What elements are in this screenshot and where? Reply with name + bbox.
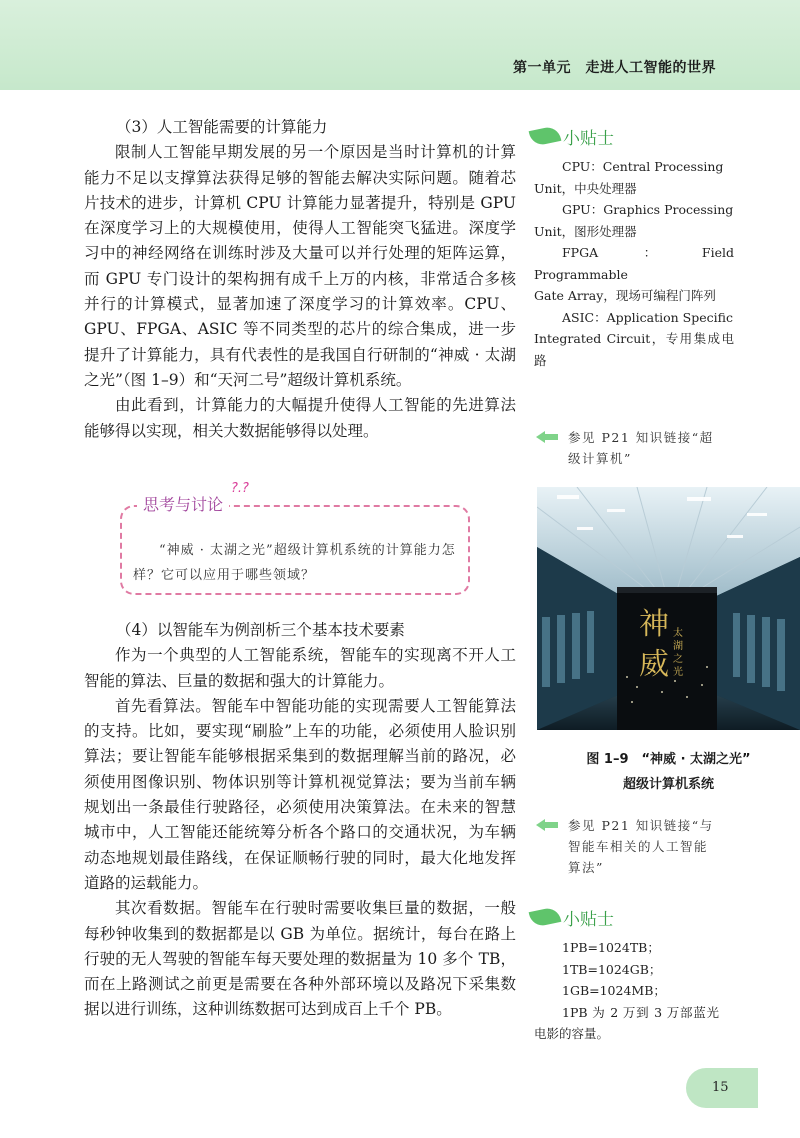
question-marks-icon: ?.? [231, 481, 249, 496]
main-text-column [84, 115, 516, 444]
tip-line: 1TB=1024GB； [562, 961, 662, 977]
tip-line: CPU：Central Processing [562, 159, 724, 174]
tip-line: Integrated Circuit，专用集成电路 [534, 331, 734, 368]
tip-line: Gate Array，现场可编程门阵列 [534, 288, 716, 303]
figure-caption-line-2: 超级计算机系统 [622, 777, 714, 792]
tip-line: FPGA：Field Programmable [534, 245, 734, 282]
leaf-icon [529, 125, 562, 147]
reference-text: 参见 P21 知识链接“超级计算机” [568, 430, 714, 466]
tip-line: 1PB=1024TB； [562, 940, 660, 955]
section-3-title: （3）人工智能需要的计算能力 [116, 118, 328, 136]
tip-label: 小贴士 [563, 129, 614, 149]
tip-line: Unit，中央处理器 [534, 180, 637, 196]
supercomputer-photo [537, 487, 800, 730]
tip-line: 1PB 为 2 万到 3 万部蓝光电影的容量。 [534, 1004, 719, 1041]
section-4-paragraph-3: 其次看数据。智能车在行驶时需要收集巨量的数据，一般每秒钟收集到的数据都是以 GB 为单位。据统计，每台在路上行驶的无人驾驶的智能车每天要处理的数据量为 10 多个 TB，而在上路测试之前更是需要在各种外部环境以及路况下采集数据以进行训练，这种训练数据可达到成百上千个 PB。 [84, 899, 516, 1019]
unit-title: 第一单元 走进人工智能的世界 [513, 60, 716, 76]
section-4-title: （4）以智能车为例剖析三个基本技术要素 [116, 621, 405, 639]
tip-2-body [534, 937, 719, 1045]
page-header-band [0, 0, 800, 90]
photo-brand-subtext: 太湖之光 [673, 628, 683, 678]
section-4-paragraph-2: 首先看算法。智能车中智能功能的实现需要人工智能算法的支持。比如，要实现“刷脸”上车的功能，必须使用人脸识别算法；要让智能车能够根据采集到的数据理解当前的路况，必须使用图像识别、物体识别等计算机视觉算法；要为当前车辆规划出一条最佳行驶路径，必须使用决策算法。在未来的智慧城市中，人工智能还能统筹分析各个路口的交通状况，为车辆动态地规划最佳路线，在保证顺畅行驶的同时，最大化地发挥道路的运载能力。 [84, 696, 516, 892]
page-number-tab [686, 1068, 758, 1108]
section-4-paragraph-1: 作为一个典型的人工智能系统，智能车的实现离不开人工智能的算法、巨量的数据和强大的计算能力。 [84, 646, 516, 690]
tip-line: GPU：Graphics Processing [562, 202, 734, 217]
tip-label: 小贴士 [563, 910, 614, 930]
section-3-paragraph-1: 限制人工智能早期发展的另一个原因是当时计算机的计算能力不足以支撑算法获得足够的智能去解决实际问题。随着芯片技术的进步，计算机 CPU 计算能力显著提升，特别是 GPU 在深度学习上的大规模使用，使得人工智能突飞猛进。深度学习中的神经网络在训练时涉及大量可以并行处理的矩阵运算，而 GPU 专门设计的架构拥有成千上万的内核，非常适合多核并行的计算模式，显著加速了深度学习的计算效率。CPU、GPU、FPGA、ASIC 等不同类型的芯片的综合集成，进一步提升了计算能力，具有代表性的是我国自行研制的“神威 · 太湖之光”（图 1–9）和“天河二号”超级计算机系统。 [84, 143, 516, 389]
tip-1-body [534, 156, 734, 371]
tip-line: 1GB=1024MB； [562, 983, 666, 998]
tip-header-2 [530, 905, 650, 929]
tip-line: ASIC：Application Specific [562, 309, 733, 325]
leaf-icon [529, 906, 562, 928]
left-arrow-icon [536, 431, 560, 443]
tip-line: Unit，图形处理器 [534, 223, 637, 239]
figure-caption-line-1: 图 1–9 “神威 · 太湖之光” [586, 752, 751, 767]
main-text-column-2 [84, 618, 516, 1023]
discussion-question: “神威 · 太湖之光”超级计算机系统的计算能力怎样？它可以应用于哪些领域？ [133, 543, 456, 583]
figure-caption [537, 747, 800, 797]
discussion-title: 思考与讨论 [137, 492, 229, 515]
page-number: 15 [712, 1080, 729, 1095]
tip-header-1 [530, 124, 650, 148]
section-3-paragraph-2: 由此看到，计算能力的大幅提升使得人工智能的先进算法能够得以实现，相关大数据能够得以处理。 [84, 396, 516, 440]
left-arrow-icon [536, 819, 560, 831]
photo-brand-text: 神威 [639, 607, 669, 682]
reference-text: 参见 P21 知识链接“与智能车相关的人工智能算法” [568, 818, 714, 875]
